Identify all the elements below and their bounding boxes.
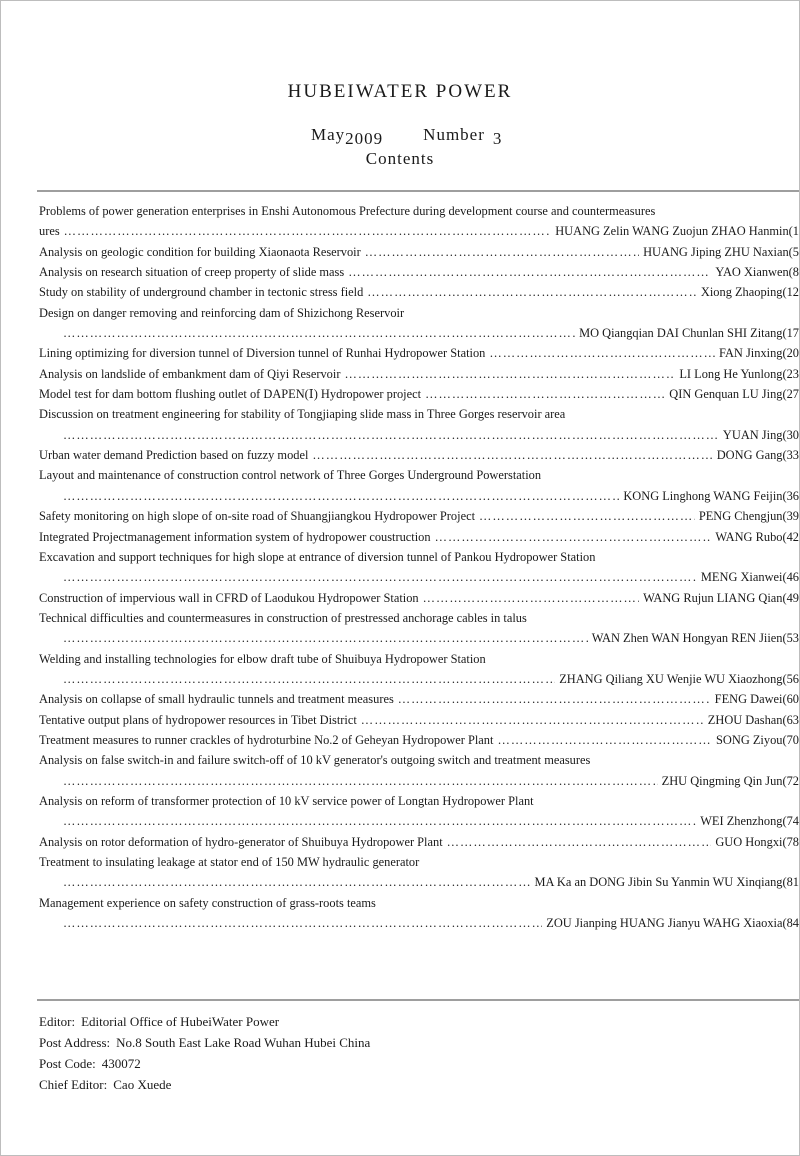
dot-leader <box>63 913 542 933</box>
toc-line <box>39 445 799 465</box>
postcode-label: Post Code: <box>39 1056 96 1071</box>
dot-leader <box>63 323 575 343</box>
toc-page: (8 <box>788 265 799 280</box>
toc-line <box>39 384 799 404</box>
toc-page: (42 <box>782 529 799 544</box>
toc-authors: ZHU Qingming Qin Jun <box>661 773 783 788</box>
toc-page: (12 <box>782 285 799 300</box>
dot-leader <box>63 567 697 587</box>
toc-line <box>39 364 799 384</box>
toc-line <box>39 242 799 262</box>
address-row <box>39 1032 779 1053</box>
address-value: No.8 South East Lake Road Wuhan Hubei China <box>116 1035 371 1050</box>
toc-page: (81 <box>782 875 799 890</box>
dot-leader <box>312 445 712 465</box>
toc-authors: KONG Linghong WANG Feijin <box>623 488 783 503</box>
toc-page: (20 <box>782 346 799 361</box>
editor-value: Editorial Office of HubeiWater Power <box>81 1014 280 1029</box>
dot-leader <box>63 425 719 445</box>
toc-page: (78 <box>782 834 799 849</box>
toc-line <box>39 628 799 648</box>
toc-title: Layout and maintenance of construction control network of Three Gorges Underground Powerstation <box>39 468 542 483</box>
toc-title: ures <box>39 224 60 239</box>
toc-title: Management experience on safety construction of grass-roots teams <box>39 895 376 910</box>
toc-title: Construction of impervious wall in CFRD of Laodukou Hydropower Station <box>39 590 419 605</box>
toc-title: Analysis on reform of transformer protection of 10 kV service power of Longtan Hydropower Plant <box>39 793 534 808</box>
toc-line <box>39 750 799 770</box>
toc-line <box>39 588 799 608</box>
dot-leader <box>63 669 555 689</box>
imprint <box>39 1011 779 1095</box>
toc-authors: YAO Xianwen <box>715 265 789 280</box>
toc-page: (17 <box>782 326 799 341</box>
toc-line <box>39 262 799 282</box>
dot-leader <box>63 628 588 648</box>
toc-page: (27 <box>782 387 799 402</box>
toc-line <box>39 771 799 791</box>
toc-line <box>39 608 799 628</box>
dot-leader <box>367 282 697 302</box>
toc-line <box>39 893 799 913</box>
dot-leader <box>63 811 696 831</box>
toc-page: (46 <box>782 570 799 585</box>
toc-line <box>39 811 799 831</box>
bottom-divider <box>37 999 799 1001</box>
toc-line <box>39 465 799 485</box>
dot-leader <box>479 506 695 526</box>
toc-line <box>39 832 799 852</box>
table-of-contents <box>39 201 799 933</box>
dot-leader <box>361 710 704 730</box>
toc-page: (72 <box>782 773 799 788</box>
toc-title: Tentative output plans of hydropower resources in Tibet District <box>39 712 357 727</box>
toc-title: Design on danger removing and reinforcing dam of Shizichong Reservoir <box>39 305 405 320</box>
toc-authors: MO Qiangqian DAI Chunlan SHI Zitang <box>579 326 783 341</box>
toc-authors: WANG Rubo <box>715 529 783 544</box>
toc-page: (56 <box>782 671 799 686</box>
toc-authors: WANG Rujun LIANG Qian <box>643 590 783 605</box>
issue-number: 3 <box>492 129 503 148</box>
toc-title: Analysis on geologic condition for building Xiaonaota Reservoir <box>39 244 361 259</box>
toc-page: (1 <box>788 224 799 239</box>
issue-line <box>311 125 503 148</box>
dot-leader <box>425 384 665 404</box>
journal-title: HUBEIWATER POWER <box>287 81 513 102</box>
toc-authors: DONG Gang <box>716 448 783 463</box>
toc-title: Excavation and support techniques for high slope at entrance of diversion tunnel of Pankou Hydropower Station <box>39 549 596 564</box>
dot-leader <box>489 343 715 363</box>
toc-title: Analysis on landslide of embankment dam of Qiyi Reservoir <box>39 366 341 381</box>
dot-leader <box>63 486 619 506</box>
issue-number-label: Number <box>423 125 485 144</box>
toc-authors: HUANG Zelin WANG Zuojun ZHAO Hanmin <box>555 224 789 239</box>
toc-line <box>39 282 799 302</box>
toc-page: (53 <box>782 631 799 646</box>
dot-leader <box>447 832 712 852</box>
toc-authors: WEI Zhenzhong <box>700 814 783 829</box>
toc-page: (39 <box>782 509 799 524</box>
editor-label: Editor: <box>39 1014 76 1029</box>
toc-line <box>39 303 799 323</box>
dot-leader <box>365 242 639 262</box>
toc-title: Technical difficulties and countermeasures in construction of prestressed anchorage cables in talus <box>39 610 527 625</box>
toc-page: (63 <box>782 712 799 727</box>
toc-title: Analysis on collapse of small hydraulic tunnels and treatment measures <box>39 692 394 707</box>
toc-authors: PENG Chengjun <box>698 509 783 524</box>
dot-leader <box>63 872 531 892</box>
postcode-value: 430072 <box>101 1056 141 1071</box>
issue-year: 2009 <box>345 129 384 148</box>
toc-page: (84 <box>782 916 799 931</box>
toc-title: Analysis on false switch-in and failure switch-off of 10 kV generator's outgoing switch and treatment measures <box>39 753 591 768</box>
toc-line <box>39 730 799 750</box>
toc-page: (36 <box>782 488 799 503</box>
toc-title: Urban water demand Prediction based on fuzzy model <box>39 448 309 463</box>
toc-page: (30 <box>782 427 799 442</box>
toc-line <box>39 547 799 567</box>
toc-authors: ZHANG Qiliang XU Wenjie WU Xiaozhong <box>559 671 783 686</box>
toc-authors: SONG Ziyou <box>716 732 783 747</box>
top-divider <box>37 190 799 192</box>
dot-leader <box>64 221 552 241</box>
postcode-row <box>39 1053 779 1074</box>
toc-page: (23 <box>782 366 799 381</box>
toc-line <box>39 913 799 933</box>
toc-authors: ZOU Jianping HUANG Jianyu WAHG Xiaoxia <box>546 916 783 931</box>
dot-leader <box>497 730 712 750</box>
toc-authors: Xiong Zhaoping <box>700 285 783 300</box>
toc-page: (70 <box>782 732 799 747</box>
chief-editor-label: Chief Editor: <box>39 1077 108 1092</box>
toc-line <box>39 669 799 689</box>
toc-line <box>39 567 799 587</box>
toc-authors: YUAN Jing <box>722 427 783 442</box>
dot-leader <box>348 262 711 282</box>
toc-line <box>39 872 799 892</box>
toc-title: Analysis on rotor deformation of hydro-generator of Shuibuya Hydropower Plant <box>39 834 443 849</box>
contents-heading: Contents <box>365 149 435 168</box>
chief-editor-value: Cao Xuede <box>113 1077 172 1092</box>
toc-line <box>39 486 799 506</box>
toc-line <box>39 527 799 547</box>
toc-title: Study on stability of underground chamber in tectonic stress field <box>39 285 364 300</box>
toc-authors: HUANG Jiping ZHU Naxian <box>643 244 789 259</box>
toc-line <box>39 710 799 730</box>
dot-leader <box>398 689 711 709</box>
issue-month: May <box>311 125 346 144</box>
toc-title: Discussion on treatment engineering for stability of Tongjiaping slide mass in Three Gorges reservoir area <box>39 407 566 422</box>
toc-title: Problems of power generation enterprises in Enshi Autonomous Prefecture during development course and countermeasures <box>39 204 656 218</box>
dot-leader <box>435 527 712 547</box>
toc-authors: MENG Xianwei <box>700 570 783 585</box>
toc-authors: QIN Genquan LU Jing <box>669 387 783 402</box>
toc-line <box>39 343 799 363</box>
toc-title: Safety monitoring on high slope of on-site road of Shuangjiangkou Hydropower Project <box>39 509 476 524</box>
toc-line <box>39 852 799 872</box>
toc-title: Treatment to insulating leakage at stator end of 150 MW hydraulic generator <box>39 855 420 869</box>
toc-title: Model test for dam bottom flushing outlet of DAPEN(Ⅰ) Hydropower project <box>39 387 422 402</box>
toc-title: Analysis on research situation of creep property of slide mass <box>39 265 345 280</box>
toc-authors: LI Long He Yunlong <box>679 366 783 381</box>
toc-line <box>39 425 799 445</box>
toc-page: (74 <box>782 814 799 829</box>
toc-authors: ZHOU Dashan <box>707 712 783 727</box>
toc-page: (5 <box>788 244 799 259</box>
editor-row <box>39 1011 779 1032</box>
toc-authors: WAN Zhen WAN Hongyan REN Jiien <box>591 631 783 646</box>
dot-leader <box>63 771 658 791</box>
toc-authors: FENG Dawei <box>714 692 783 707</box>
toc-line <box>39 221 799 241</box>
toc-authors: FAN Jinxing <box>719 346 783 361</box>
toc-page: (49 <box>782 590 799 605</box>
dot-leader <box>344 364 675 384</box>
toc-line <box>39 506 799 526</box>
toc-authors: MA Ka an DONG Jibin Su Yanmin WU Xinqiang <box>534 875 783 890</box>
toc-line <box>39 791 799 811</box>
toc-line <box>39 201 799 221</box>
toc-line <box>39 689 799 709</box>
toc-title: Integrated Projectmanagement information system of hydropower coustruction <box>39 529 431 544</box>
toc-authors: GUO Hongxi <box>715 834 783 849</box>
address-label: Post Address: <box>39 1035 111 1050</box>
toc-line <box>39 649 799 669</box>
toc-page: (60 <box>782 692 799 707</box>
dot-leader <box>423 588 639 608</box>
toc-line <box>39 404 799 424</box>
toc-line <box>39 323 799 343</box>
toc-title: Welding and installing technologies for elbow draft tube of Shuibuya Hydropower Station <box>39 651 486 666</box>
toc-title: Treatment measures to runner crackles of hydroturbine No.2 of Geheyan Hydropower Plant <box>39 732 494 747</box>
toc-page: (33 <box>782 448 799 463</box>
chief-editor-row <box>39 1074 779 1095</box>
toc-title: Lining optimizing for diversion tunnel of Diversion tunnel of Runhai Hydropower Station <box>39 346 486 361</box>
